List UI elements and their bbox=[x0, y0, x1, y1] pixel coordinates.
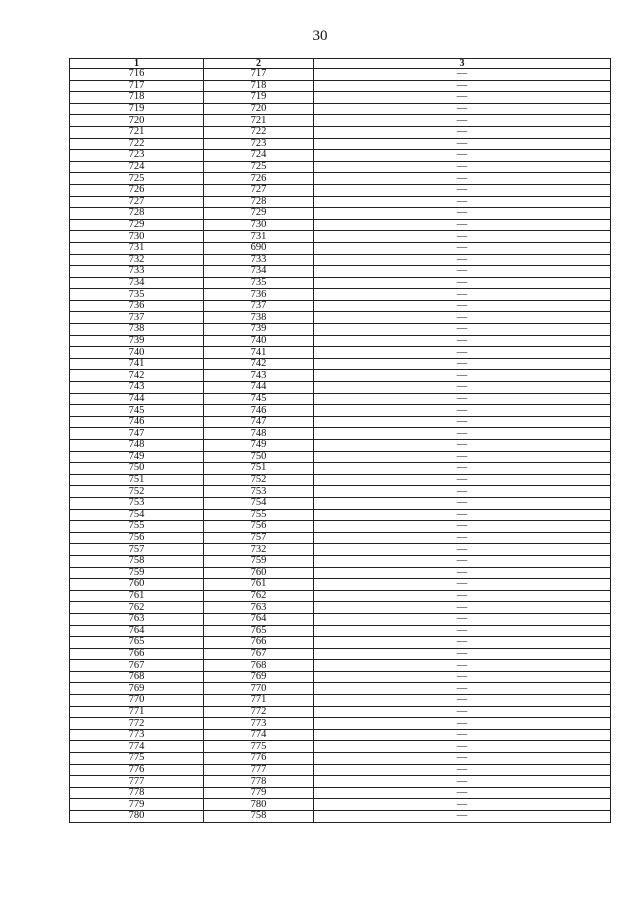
table-cell-col-2: 737 bbox=[204, 300, 314, 312]
table-cell-col-1: 735 bbox=[70, 289, 204, 301]
table-cell-col-1: 758 bbox=[70, 555, 204, 567]
table-cell-col-1: 744 bbox=[70, 393, 204, 405]
page-number: 30 bbox=[312, 28, 328, 44]
table-row bbox=[70, 242, 611, 254]
table-cell-col-2: 771 bbox=[204, 695, 314, 707]
table-cell-col-3: — bbox=[314, 753, 611, 765]
table-cell-col-3: — bbox=[314, 579, 611, 591]
table-cell-col-1: 760 bbox=[70, 579, 204, 591]
column-header-1: 1 bbox=[70, 59, 204, 69]
table-cell-col-3: — bbox=[314, 92, 611, 104]
table-cell-col-1: 733 bbox=[70, 266, 204, 278]
table-cell-col-3: — bbox=[314, 382, 611, 394]
table-cell-col-1: 757 bbox=[70, 544, 204, 556]
table-cell-col-2: 759 bbox=[204, 555, 314, 567]
table-cell-col-2: 762 bbox=[204, 590, 314, 602]
table-row bbox=[70, 150, 611, 162]
table-cell-col-3: — bbox=[314, 776, 611, 788]
table-cell-col-1: 770 bbox=[70, 695, 204, 707]
table-cell-col-2: 777 bbox=[204, 764, 314, 776]
table-cell-col-1: 778 bbox=[70, 787, 204, 799]
table-row bbox=[70, 625, 611, 637]
table-cell-col-1: 722 bbox=[70, 138, 204, 150]
table-cell-col-2: 750 bbox=[204, 451, 314, 463]
table-cell-col-3: — bbox=[314, 138, 611, 150]
table-row bbox=[70, 706, 611, 718]
table-row bbox=[70, 671, 611, 683]
table-header-row bbox=[70, 59, 611, 69]
table-cell-col-3: — bbox=[314, 277, 611, 289]
table-cell-col-1: 748 bbox=[70, 440, 204, 452]
table-row bbox=[70, 602, 611, 614]
table-cell-col-2: 731 bbox=[204, 231, 314, 243]
table-cell-col-1: 738 bbox=[70, 324, 204, 336]
table-row bbox=[70, 126, 611, 138]
table-cell-col-2: 746 bbox=[204, 405, 314, 417]
table-row bbox=[70, 103, 611, 115]
table-cell-col-3: — bbox=[314, 266, 611, 278]
table-row bbox=[70, 312, 611, 324]
table-cell-col-1: 716 bbox=[70, 69, 204, 81]
table-cell-col-1: 745 bbox=[70, 405, 204, 417]
table-row bbox=[70, 567, 611, 579]
table-cell-col-2: 763 bbox=[204, 602, 314, 614]
table-cell-col-1: 771 bbox=[70, 706, 204, 718]
table-cell-col-1: 775 bbox=[70, 753, 204, 765]
table-cell-col-1: 740 bbox=[70, 347, 204, 359]
table-row bbox=[70, 254, 611, 266]
table-cell-col-3: — bbox=[314, 405, 611, 417]
table-cell-col-3: — bbox=[314, 150, 611, 162]
table-row bbox=[70, 544, 611, 556]
table-cell-col-3: — bbox=[314, 416, 611, 428]
table-cell-col-2: 724 bbox=[204, 150, 314, 162]
table-row bbox=[70, 497, 611, 509]
table-cell-col-1: 765 bbox=[70, 637, 204, 649]
table-cell-col-3: — bbox=[314, 254, 611, 266]
table-row bbox=[70, 718, 611, 730]
table-cell-col-2: 733 bbox=[204, 254, 314, 266]
table-cell-col-3: — bbox=[314, 242, 611, 254]
table-cell-col-2: 753 bbox=[204, 486, 314, 498]
table-row bbox=[70, 184, 611, 196]
table-cell-col-3: — bbox=[314, 474, 611, 486]
table-cell-col-1: 751 bbox=[70, 474, 204, 486]
table-row bbox=[70, 161, 611, 173]
table-row bbox=[70, 753, 611, 765]
table-cell-col-2: 740 bbox=[204, 335, 314, 347]
table-cell-col-3: — bbox=[314, 811, 611, 823]
table-cell-col-1: 717 bbox=[70, 80, 204, 92]
table-row bbox=[70, 451, 611, 463]
table-cell-col-1: 755 bbox=[70, 521, 204, 533]
table-cell-col-2: 764 bbox=[204, 613, 314, 625]
table-cell-col-3: — bbox=[314, 532, 611, 544]
table-row bbox=[70, 405, 611, 417]
table-cell-col-2: 743 bbox=[204, 370, 314, 382]
table-cell-col-2: 770 bbox=[204, 683, 314, 695]
table-cell-col-2: 756 bbox=[204, 521, 314, 533]
table-cell-col-1: 754 bbox=[70, 509, 204, 521]
table-cell-col-3: — bbox=[314, 706, 611, 718]
table-cell-col-3: — bbox=[314, 695, 611, 707]
table-cell-col-1: 777 bbox=[70, 776, 204, 788]
table-row bbox=[70, 138, 611, 150]
table-cell-col-3: — bbox=[314, 173, 611, 185]
table-row bbox=[70, 811, 611, 823]
table-row bbox=[70, 324, 611, 336]
table-row bbox=[70, 764, 611, 776]
table-cell-col-3: — bbox=[314, 208, 611, 220]
table-cell-col-2: 735 bbox=[204, 277, 314, 289]
table-row bbox=[70, 208, 611, 220]
table-cell-col-3: — bbox=[314, 161, 611, 173]
table-cell-col-2: 725 bbox=[204, 161, 314, 173]
table-cell-col-1: 746 bbox=[70, 416, 204, 428]
table-cell-col-1: 734 bbox=[70, 277, 204, 289]
table-cell-col-2: 769 bbox=[204, 671, 314, 683]
table-row bbox=[70, 648, 611, 660]
table-cell-col-2: 760 bbox=[204, 567, 314, 579]
table-row bbox=[70, 509, 611, 521]
table-cell-col-3: — bbox=[314, 312, 611, 324]
table-cell-col-2: 778 bbox=[204, 776, 314, 788]
table-cell-col-1: 742 bbox=[70, 370, 204, 382]
table-cell-col-1: 718 bbox=[70, 92, 204, 104]
table-cell-col-2: 718 bbox=[204, 80, 314, 92]
table-cell-col-2: 761 bbox=[204, 579, 314, 591]
table-cell-col-2: 721 bbox=[204, 115, 314, 127]
table-cell-col-3: — bbox=[314, 683, 611, 695]
table-cell-col-1: 749 bbox=[70, 451, 204, 463]
table-cell-col-2: 722 bbox=[204, 126, 314, 138]
table-cell-col-3: — bbox=[314, 289, 611, 301]
table-cell-col-2: 754 bbox=[204, 497, 314, 509]
table-row bbox=[70, 463, 611, 475]
table-cell-col-1: 759 bbox=[70, 567, 204, 579]
table-cell-col-1: 723 bbox=[70, 150, 204, 162]
table-cell-col-2: 732 bbox=[204, 544, 314, 556]
table-cell-col-3: — bbox=[314, 347, 611, 359]
table-cell-col-1: 763 bbox=[70, 613, 204, 625]
table-row bbox=[70, 729, 611, 741]
table-cell-col-3: — bbox=[314, 637, 611, 649]
column-header-2: 2 bbox=[204, 59, 314, 69]
table-cell-col-2: 774 bbox=[204, 729, 314, 741]
table-cell-col-2: 748 bbox=[204, 428, 314, 440]
table-row bbox=[70, 382, 611, 394]
table-cell-col-1: 756 bbox=[70, 532, 204, 544]
table-row bbox=[70, 555, 611, 567]
table-row bbox=[70, 776, 611, 788]
table-cell-col-3: — bbox=[314, 741, 611, 753]
table-cell-col-2: 767 bbox=[204, 648, 314, 660]
table-cell-col-2: 719 bbox=[204, 92, 314, 104]
table-cell-col-3: — bbox=[314, 486, 611, 498]
table-row bbox=[70, 532, 611, 544]
table-cell-col-1: 750 bbox=[70, 463, 204, 475]
table-cell-col-2: 751 bbox=[204, 463, 314, 475]
table-row bbox=[70, 428, 611, 440]
table-row bbox=[70, 347, 611, 359]
table-cell-col-3: — bbox=[314, 370, 611, 382]
table-cell-col-2: 723 bbox=[204, 138, 314, 150]
table-cell-col-1: 768 bbox=[70, 671, 204, 683]
table-cell-col-1: 776 bbox=[70, 764, 204, 776]
table-row bbox=[70, 579, 611, 591]
table-row bbox=[70, 521, 611, 533]
table-cell-col-3: — bbox=[314, 300, 611, 312]
table-cell-col-1: 769 bbox=[70, 683, 204, 695]
table-cell-col-3: — bbox=[314, 219, 611, 231]
table-cell-col-3: — bbox=[314, 497, 611, 509]
table-cell-col-1: 725 bbox=[70, 173, 204, 185]
table-cell-col-3: — bbox=[314, 787, 611, 799]
table-cell-col-2: 736 bbox=[204, 289, 314, 301]
table-cell-col-2: 768 bbox=[204, 660, 314, 672]
table-cell-col-3: — bbox=[314, 184, 611, 196]
table-cell-col-2: 773 bbox=[204, 718, 314, 730]
table-row bbox=[70, 277, 611, 289]
table-cell-col-1: 762 bbox=[70, 602, 204, 614]
table-row bbox=[70, 289, 611, 301]
table-cell-col-3: — bbox=[314, 648, 611, 660]
table-cell-col-2: 717 bbox=[204, 69, 314, 81]
table-cell-col-2: 747 bbox=[204, 416, 314, 428]
table-cell-col-1: 724 bbox=[70, 161, 204, 173]
table-row bbox=[70, 173, 611, 185]
table-row bbox=[70, 741, 611, 753]
table-row bbox=[70, 660, 611, 672]
column-header-3: 3 bbox=[314, 59, 611, 69]
table-cell-col-3: — bbox=[314, 602, 611, 614]
table-row bbox=[70, 799, 611, 811]
table-cell-col-2: 690 bbox=[204, 242, 314, 254]
table-cell-col-2: 742 bbox=[204, 358, 314, 370]
table-cell-col-3: — bbox=[314, 324, 611, 336]
table-row bbox=[70, 416, 611, 428]
table-cell-col-2: 779 bbox=[204, 787, 314, 799]
table-cell-col-1: 721 bbox=[70, 126, 204, 138]
table-cell-col-3: — bbox=[314, 451, 611, 463]
table-cell-col-1: 726 bbox=[70, 184, 204, 196]
table-row bbox=[70, 590, 611, 602]
table-cell-col-1: 747 bbox=[70, 428, 204, 440]
table-row bbox=[70, 393, 611, 405]
table-cell-col-2: 744 bbox=[204, 382, 314, 394]
table-row bbox=[70, 370, 611, 382]
table-cell-col-3: — bbox=[314, 440, 611, 452]
table-cell-col-1: 727 bbox=[70, 196, 204, 208]
table-cell-col-3: — bbox=[314, 358, 611, 370]
table-row bbox=[70, 440, 611, 452]
table-cell-col-3: — bbox=[314, 718, 611, 730]
table-cell-col-2: 766 bbox=[204, 637, 314, 649]
table-cell-col-3: — bbox=[314, 509, 611, 521]
table-cell-col-2: 741 bbox=[204, 347, 314, 359]
table-cell-col-1: 732 bbox=[70, 254, 204, 266]
table-cell-col-2: 734 bbox=[204, 266, 314, 278]
table-cell-col-1: 772 bbox=[70, 718, 204, 730]
table-row bbox=[70, 787, 611, 799]
table-cell-col-3: — bbox=[314, 103, 611, 115]
table-cell-col-2: 720 bbox=[204, 103, 314, 115]
table-cell-col-2: 757 bbox=[204, 532, 314, 544]
table-cell-col-3: — bbox=[314, 196, 611, 208]
table-cell-col-3: — bbox=[314, 625, 611, 637]
table-row bbox=[70, 231, 611, 243]
table-row bbox=[70, 266, 611, 278]
table-cell-col-3: — bbox=[314, 463, 611, 475]
table-row bbox=[70, 335, 611, 347]
data-table bbox=[69, 58, 611, 823]
table-cell-col-2: 738 bbox=[204, 312, 314, 324]
table-cell-col-3: — bbox=[314, 335, 611, 347]
table-cell-col-1: 739 bbox=[70, 335, 204, 347]
table-cell-col-3: — bbox=[314, 671, 611, 683]
table-cell-col-1: 719 bbox=[70, 103, 204, 115]
table-cell-col-3: — bbox=[314, 555, 611, 567]
table-row bbox=[70, 683, 611, 695]
table-cell-col-3: — bbox=[314, 393, 611, 405]
table-cell-col-1: 780 bbox=[70, 811, 204, 823]
table-row bbox=[70, 69, 611, 81]
table-cell-col-3: — bbox=[314, 126, 611, 138]
table-row bbox=[70, 474, 611, 486]
table-cell-col-2: 752 bbox=[204, 474, 314, 486]
table-cell-col-1: 729 bbox=[70, 219, 204, 231]
table-cell-col-1: 737 bbox=[70, 312, 204, 324]
table-cell-col-1: 774 bbox=[70, 741, 204, 753]
table-cell-col-2: 776 bbox=[204, 753, 314, 765]
table-cell-col-1: 773 bbox=[70, 729, 204, 741]
table-cell-col-1: 728 bbox=[70, 208, 204, 220]
table-cell-col-2: 772 bbox=[204, 706, 314, 718]
table-cell-col-2: 729 bbox=[204, 208, 314, 220]
table-row bbox=[70, 115, 611, 127]
table-cell-col-3: — bbox=[314, 590, 611, 602]
table-row bbox=[70, 358, 611, 370]
table-cell-col-3: — bbox=[314, 115, 611, 127]
table-cell-col-1: 743 bbox=[70, 382, 204, 394]
table-row bbox=[70, 613, 611, 625]
table-cell-col-1: 731 bbox=[70, 242, 204, 254]
table-cell-col-2: 726 bbox=[204, 173, 314, 185]
table-cell-col-3: — bbox=[314, 80, 611, 92]
table-cell-col-3: — bbox=[314, 729, 611, 741]
table-cell-col-2: 730 bbox=[204, 219, 314, 231]
table-cell-col-1: 766 bbox=[70, 648, 204, 660]
table-cell-col-2: 749 bbox=[204, 440, 314, 452]
table-cell-col-3: — bbox=[314, 69, 611, 81]
table-cell-col-3: — bbox=[314, 660, 611, 672]
table-row bbox=[70, 637, 611, 649]
table-cell-col-2: 780 bbox=[204, 799, 314, 811]
table-row bbox=[70, 92, 611, 104]
table-cell-col-2: 728 bbox=[204, 196, 314, 208]
table-cell-col-2: 745 bbox=[204, 393, 314, 405]
table-cell-col-1: 767 bbox=[70, 660, 204, 672]
table-cell-col-3: — bbox=[314, 764, 611, 776]
table-row bbox=[70, 300, 611, 312]
table-cell-col-3: — bbox=[314, 521, 611, 533]
table-cell-col-3: — bbox=[314, 567, 611, 579]
table-cell-col-3: — bbox=[314, 544, 611, 556]
table-row bbox=[70, 486, 611, 498]
table-cell-col-3: — bbox=[314, 799, 611, 811]
table-row bbox=[70, 80, 611, 92]
table-cell-col-2: 727 bbox=[204, 184, 314, 196]
table-body bbox=[70, 69, 611, 823]
table-cell-col-1: 761 bbox=[70, 590, 204, 602]
table-cell-col-2: 765 bbox=[204, 625, 314, 637]
table-cell-col-1: 741 bbox=[70, 358, 204, 370]
table-row bbox=[70, 695, 611, 707]
table-cell-col-1: 753 bbox=[70, 497, 204, 509]
table-row bbox=[70, 196, 611, 208]
table-cell-col-1: 752 bbox=[70, 486, 204, 498]
table-cell-col-1: 730 bbox=[70, 231, 204, 243]
table-cell-col-1: 779 bbox=[70, 799, 204, 811]
table-cell-col-2: 755 bbox=[204, 509, 314, 521]
table-cell-col-2: 739 bbox=[204, 324, 314, 336]
table-cell-col-3: — bbox=[314, 613, 611, 625]
table-row bbox=[70, 219, 611, 231]
table-cell-col-1: 720 bbox=[70, 115, 204, 127]
table-cell-col-1: 736 bbox=[70, 300, 204, 312]
table-cell-col-3: — bbox=[314, 428, 611, 440]
table-cell-col-1: 764 bbox=[70, 625, 204, 637]
table-cell-col-3: — bbox=[314, 231, 611, 243]
table-cell-col-2: 758 bbox=[204, 811, 314, 823]
table-cell-col-2: 775 bbox=[204, 741, 314, 753]
